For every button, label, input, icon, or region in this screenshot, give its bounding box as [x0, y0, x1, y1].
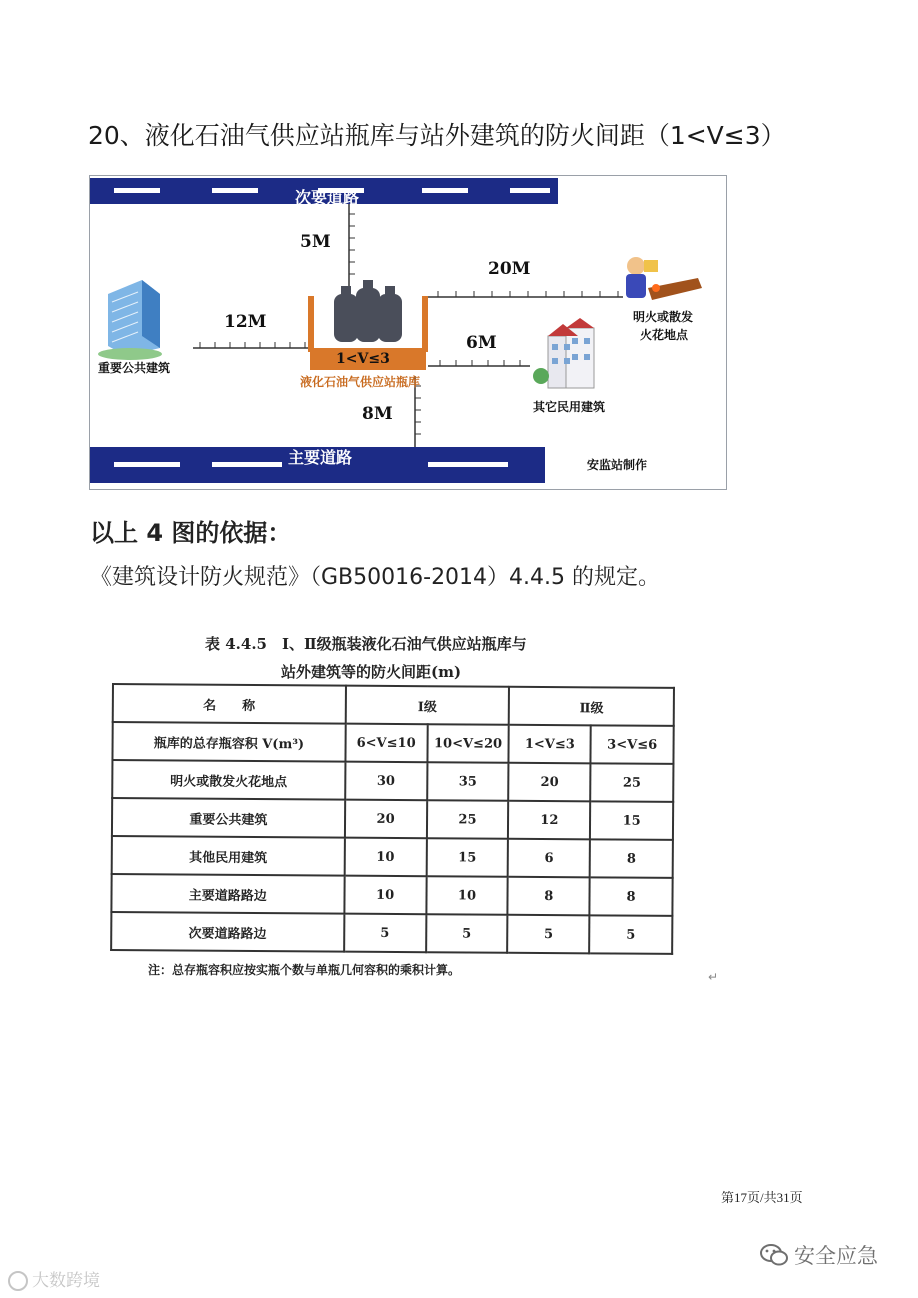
cell-value: 10 [344, 838, 426, 877]
fire-distance-table [110, 683, 675, 955]
distance-fire-place: 20M [488, 259, 531, 279]
section-heading: 20、液化石油气供应站瓶库与站外建筑的防火间距（1<V≤3） [88, 121, 786, 150]
volume-label: 1<V≤3 [336, 351, 390, 367]
cell-value: 5 [344, 914, 426, 953]
distance-public-building: 12M [224, 312, 267, 332]
cell-value: 10 [344, 876, 426, 915]
page-number: 第17页/共31页 [721, 1190, 803, 1205]
table-row [112, 760, 673, 802]
cell-value: 8 [590, 839, 673, 878]
table-row [112, 836, 673, 878]
wechat-icon [760, 1244, 788, 1271]
cell-value: 15 [426, 838, 508, 877]
secondary-road-label: 次要道路 [295, 188, 360, 207]
return-mark: ↵ [708, 970, 719, 984]
watermark-right-text: 安全应急 [794, 1244, 878, 1268]
header-grade-2: Ⅱ级 [509, 687, 674, 726]
public-building-icon [98, 280, 162, 360]
table-note: 注：总存瓶容积应按实瓶个数与单瓶几何容积的乘积计算。 [148, 963, 461, 977]
header-grade-1: Ⅰ级 [345, 686, 509, 725]
cell-value: 8 [508, 877, 590, 916]
watermark-left-text: 大数跨境 [32, 1271, 100, 1291]
table-title-line-2: 站外建筑等的防火间距(m) [281, 663, 462, 681]
watermark-logo-icon [8, 1271, 28, 1291]
table-title-line-1: 表 4.4.5 Ⅰ、Ⅱ级瓶装液化石油气供应站瓶库与 [205, 635, 527, 653]
volume-row [112, 722, 673, 764]
row-label: 重要公共建筑 [112, 798, 345, 838]
table-title [205, 630, 625, 686]
row-label: 明火或散发火花地点 [112, 760, 345, 800]
cell-value: 25 [590, 763, 673, 802]
cell-value: 8 [590, 877, 673, 916]
volume-range: 3<V≤6 [591, 725, 674, 764]
volume-range: 1<V≤3 [509, 725, 591, 764]
open-fire-icon [626, 257, 702, 300]
table-row [111, 874, 672, 916]
distance-main-road: 8M [362, 404, 393, 424]
row-label: 其他民用建筑 [112, 836, 345, 876]
credit-label: 安监站制作 [587, 458, 648, 472]
cell-value: 25 [426, 800, 508, 839]
cell-value: 5 [508, 915, 590, 954]
table-header-row [113, 684, 674, 726]
watermark-left [8, 1266, 100, 1291]
cell-value: 20 [345, 800, 427, 839]
cell-value: 12 [508, 801, 590, 840]
distance-civil-building: 6M [466, 333, 497, 353]
cell-value: 35 [427, 762, 509, 801]
cell-value: 20 [509, 763, 591, 802]
header-name: 名 称 [113, 684, 346, 724]
basis-text: 《建筑设计防火规范》（GB50016-2014）4.4.5 的规定。 [90, 565, 661, 590]
distance-secondary-road: 5M [300, 232, 331, 252]
civil-building-label: 其它民用建筑 [533, 400, 606, 414]
row-label: 主要道路路边 [111, 874, 344, 914]
volume-range: 6<V≤10 [345, 724, 427, 763]
civil-building-icon [533, 318, 594, 388]
diagram-graphics [90, 176, 727, 490]
fire-place-label-2: 火花地点 [640, 328, 689, 342]
row-label: 次要道路路边 [111, 912, 344, 952]
main-road-label: 主要道路 [288, 448, 353, 467]
cell-value: 10 [426, 876, 508, 915]
cell-value: 5 [589, 915, 672, 954]
basis-title: 以上 4 图的依据： [90, 519, 292, 547]
station-label: 液化石油气供应站瓶库 [300, 375, 421, 389]
fire-distance-diagram [89, 175, 727, 490]
cell-value: 30 [345, 762, 427, 801]
volume-range: 10<V≤20 [427, 724, 509, 763]
watermark-right [760, 1240, 878, 1271]
fire-place-label-1: 明火或散发 [633, 310, 694, 324]
table-row [112, 798, 673, 840]
cell-value: 15 [590, 801, 673, 840]
public-building-label: 重要公共建筑 [98, 361, 171, 375]
table-row [111, 912, 672, 954]
volume-row-label: 瓶库的总存瓶容积 V(m³) [112, 722, 345, 762]
cell-value: 6 [508, 839, 590, 878]
cell-value: 5 [426, 914, 508, 953]
